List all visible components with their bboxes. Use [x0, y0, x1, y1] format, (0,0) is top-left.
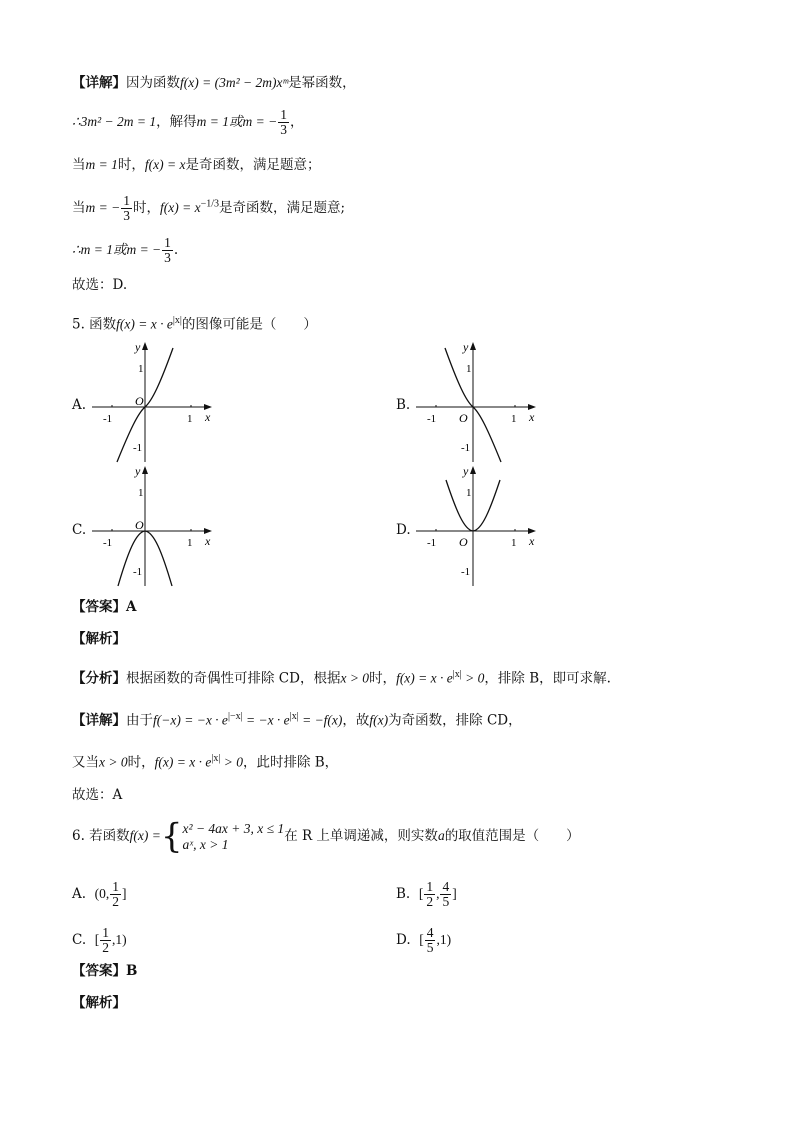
svg-text:-1: -1: [461, 442, 471, 454]
graph-c: [88, 462, 218, 594]
q6-option-a: A. (0, $\frac{1}{2}$ ]: [72, 879, 127, 909]
svg-text:x: x: [529, 534, 535, 548]
y-axis-label: y: [135, 340, 141, 354]
q5-stem: 5. 函数$f(x) = x \cdot e^{|x|}$的图像可能是（ ）: [72, 315, 317, 333]
q5-choose: 故选：A: [72, 787, 123, 803]
svg-text:O: O: [135, 518, 144, 532]
svg-text:y: y: [135, 464, 141, 478]
svg-text:-1: -1: [427, 537, 437, 549]
x-tick-1: 1: [187, 413, 193, 425]
fraction: $\frac{1}{3}$: [280, 107, 287, 137]
q5-option-c-label: C.: [72, 522, 87, 538]
piecewise-cases: x² − 4ax + 3, x ≤ 1 aˣ, x > 1: [182, 820, 285, 852]
q5-you-line: 又当x > 0时，$f(x) = x \cdot e^{|x|} > 0$，此时排除 B，: [72, 753, 339, 771]
svg-text:1: 1: [466, 363, 472, 375]
fraction: $\frac{1}{3}$: [164, 235, 171, 265]
q5-option-a-label: A.: [72, 397, 87, 413]
graph-b: [412, 338, 542, 470]
detail-tag: 【详解】: [72, 75, 126, 91]
svg-text:x: x: [205, 534, 211, 548]
q6-option-b: B. [ $\frac{1}{2}$ , $\frac{4}{5}$ ]: [396, 879, 457, 909]
detail-line-3: 当m = 1时，f(x) = x是奇函数，满足题意；: [72, 157, 321, 173]
svg-text:1: 1: [466, 487, 472, 499]
q6-option-d: D. [ $\frac{4}{5}$ ,1): [396, 925, 452, 955]
svg-text:1: 1: [187, 537, 193, 549]
svg-text:1: 1: [511, 537, 517, 549]
origin-label: O: [135, 394, 144, 408]
q6-option-c: C. [ $\frac{1}{2}$ ,1): [72, 925, 127, 955]
q5-fenxi-line: 【分析】根据函数的奇偶性可排除 CD，根据x > 0时，$f(x) = x \cdot e^{|x|} > 0$，排除 B，即可求解.: [72, 669, 611, 687]
x-axis-label: x: [205, 410, 211, 424]
svg-text:1: 1: [511, 413, 517, 425]
x-tick-neg1: -1: [103, 413, 113, 425]
y-tick-neg1: -1: [133, 442, 143, 454]
detail-line-4: 当m = − $\frac{1}{3}$ 时，$f(x) = x^{-1/3}$是奇函数，满足题意;: [72, 193, 346, 223]
q6-answer: 【答案】B: [72, 963, 138, 979]
power-function-expr: f(x) = (3m² − 2m)xᵐ: [180, 75, 289, 90]
svg-text:O: O: [459, 535, 468, 549]
choose-line-prev: 故选：D.: [72, 277, 128, 293]
graph-d: [412, 462, 542, 594]
svg-text:O: O: [459, 411, 468, 425]
svg-text:-1: -1: [461, 566, 471, 578]
svg-text:y: y: [463, 464, 469, 478]
q5-analysis-tag: 【解析】: [72, 631, 126, 647]
q6-analysis-tag: 【解析】: [72, 995, 126, 1011]
svg-text:-1: -1: [427, 413, 437, 425]
detail-line-1: 【详解】因为函数f(x) = (3m² − 2m)xᵐ是幂函数，: [72, 75, 356, 91]
graph-a: [88, 338, 218, 470]
left-brace-icon: {: [160, 816, 183, 857]
svg-text:-1: -1: [103, 537, 113, 549]
fraction: $\frac{1}{3}$: [123, 193, 130, 223]
q5-xiangjie-line: 【详解】由于$f(-x) = -x \cdot e^{|-x|} = -x \cdot e^{|x|} = -f(x)$，故f(x)为奇函数，排除 CD，: [72, 711, 522, 729]
svg-text:x: x: [529, 410, 535, 424]
svg-text:-1: -1: [133, 566, 143, 578]
detail-line-5: ∴m = 1或m = − $\frac{1}{3}$ .: [72, 235, 179, 265]
svg-text:y: y: [463, 340, 469, 354]
q6-stem: 6. 若函数f(x) ={ x² − 4ax + 3, x ≤ 1 aˣ, x > 1 在 R 上单调递减，则实数a的取值范围是（ ）: [72, 816, 580, 857]
y-tick-1: 1: [138, 363, 144, 375]
svg-text:1: 1: [138, 487, 144, 499]
q5-answer: 【答案】A: [72, 599, 137, 615]
q5-option-b-label: B.: [396, 397, 411, 413]
detail-line-2: ∴3m² − 2m = 1，解得m = 1或m = − $\frac{1}{3}$ ，: [72, 107, 304, 137]
q5-option-d-label: D.: [396, 522, 411, 538]
